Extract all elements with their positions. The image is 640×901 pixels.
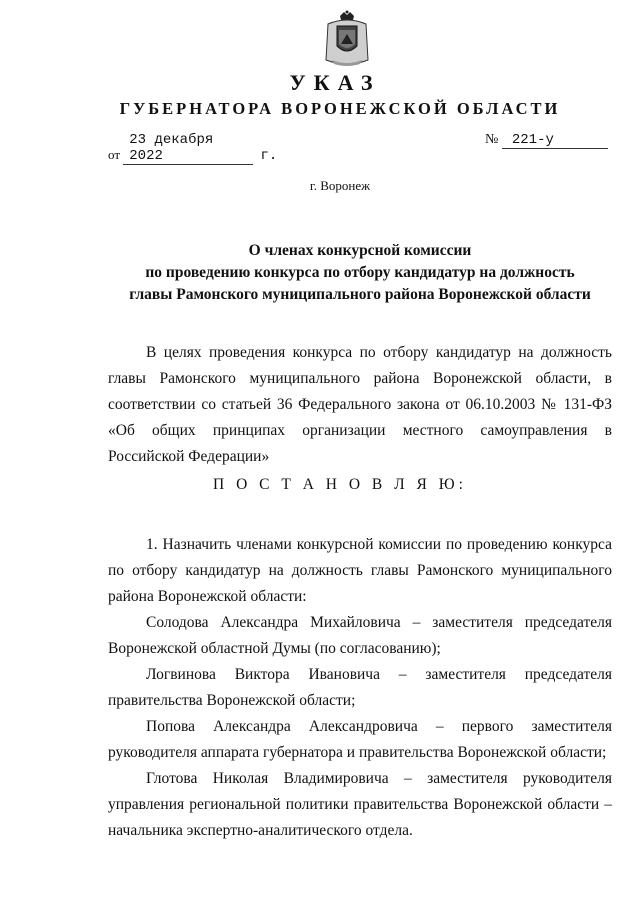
member-1: Солодова Александра Михайловича – заместителя председателя Воронежской областной Думы (по согласованию); (108, 614, 612, 657)
decree-word: П О С Т А Н О В Л Я Ю: (213, 476, 467, 493)
date-field (108, 132, 277, 165)
coat-of-arms-emblem (322, 10, 372, 68)
heading-line-3: главы Рамонского муниципального района Воронежской области (129, 286, 591, 303)
date-value: 23 декабря 2022 (123, 132, 253, 165)
member-4: Глотова Николая Владимировича – заместителя руководителя управления региональной политики правительства Воронежской области – начальника экспертно-аналитического отдела. (108, 770, 612, 839)
heading-line-2: по проведению конкурса по отбору кандидатур на должность (145, 264, 575, 281)
member-3: Попова Александра Александровича – первого заместителя руководителя аппарата губернатора и правительства Воронежской области; (108, 718, 612, 761)
preamble-paragraph: В целях проведения конкурса по отбору кандидатур на должность главы Рамонского муниципального района Воронежской области, в соответствии со статьей 36 Федерального закона от 06.10.2003 № 131-ФЗ «Об общих принципах организации местного самоуправления в Российской Федерации» (108, 344, 612, 465)
number-prefix: № (485, 132, 499, 147)
number-field (485, 132, 608, 149)
date-suffix: г. (260, 148, 278, 164)
number-value: 221-у (502, 132, 608, 149)
issuer-title: ГУБЕРНАТОРА ВОРОНЕЖСКОЙ ОБЛАСТИ (119, 99, 561, 118)
item-1-paragraph: 1. Назначить членами конкурсной комиссии по проведению конкурса по отбору кандидатур на должность главы Рамонского муниципального района Воронежской области: (108, 536, 612, 605)
city-label: г. Воронеж (309, 178, 371, 193)
document-type-title: УКАЗ (289, 70, 381, 95)
heading-line-1: О членах конкурсной комиссии (248, 242, 472, 259)
member-2: Логвинова Виктора Ивановича – заместителя председателя правительства Воронежской области; (108, 666, 612, 709)
decree-heading (108, 240, 612, 306)
date-prefix: от (108, 147, 121, 162)
